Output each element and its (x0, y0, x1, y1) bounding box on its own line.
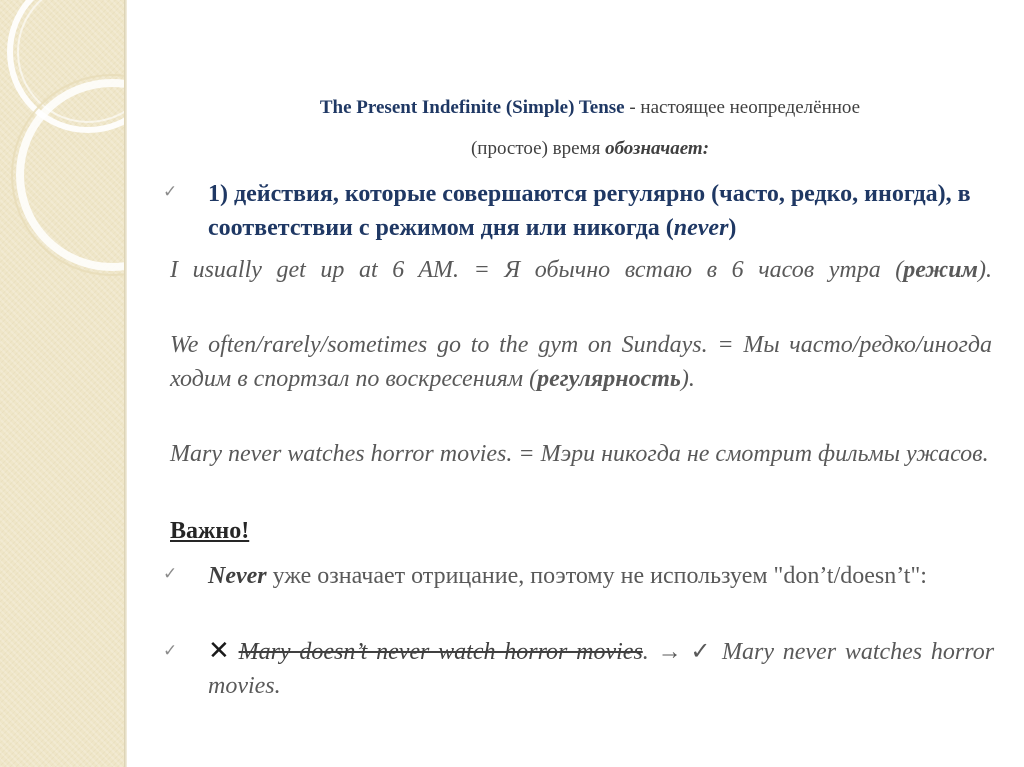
example-3 (170, 437, 992, 471)
wrong-cross-icon: ✕ (208, 636, 230, 666)
example-1-end: ). (978, 257, 992, 283)
checkmark-bullet-icon: ✓ (163, 641, 178, 661)
correct-check-icon: ✓ (690, 637, 714, 665)
rule-1-text: 1) действия, которые совершаются регулярно (часто, редко, иногда), в соответствии с режимом дня или никогда ( (208, 181, 971, 241)
decorative-rings (0, 0, 124, 767)
checkmark-bullet-icon: ✓ (163, 564, 178, 584)
example-2-note: регулярность (537, 366, 681, 392)
important-point-1-text: уже означает отрицание, поэтому не используем "don’t/doesn’t": (266, 563, 927, 589)
title-russian-1: настоящее неопределённое (640, 97, 861, 118)
rule-1-close: ) (728, 215, 737, 241)
checkmark-bullet-icon: ✓ (163, 182, 178, 202)
example-1-note: режим (903, 257, 978, 283)
important-point-1 (208, 559, 994, 593)
arrow-text: . → (642, 639, 691, 665)
slide-title-second-line (130, 137, 1024, 161)
title-dash: - (624, 97, 641, 118)
example-1-sentence: I usually get up at 6 AM. = Я обычно встаю в 6 часов утра ( (170, 257, 904, 283)
title-russian-2: (простое) время (470, 138, 601, 159)
example-2 (170, 328, 992, 396)
important-heading: Важно! (170, 518, 250, 544)
important-point-2 (208, 634, 994, 703)
wrong-sentence: Mary doesn’t never watch horror movies (238, 639, 643, 665)
example-2-sentence: We often/rarely/sometimes go to the gym on Sundays. = Мы часто/редко/иногда ходим в спортзал по воскресениям ( (170, 332, 992, 392)
slide-title (130, 96, 1024, 120)
rule-1-keyword: never (673, 215, 729, 241)
example-1 (170, 253, 992, 287)
title-english: The Present Indefinite (Simple) Tense (319, 97, 625, 118)
correct-sentence: Mary never watches horror movies. (208, 639, 995, 699)
example-3-sentence: Mary never watches horror movies. = Мэри никогда не смотрит фильмы ужасов. (170, 441, 989, 467)
side-panel-edge (124, 0, 127, 767)
example-2-end: ). (680, 366, 695, 392)
rule-1 (208, 177, 994, 245)
never-keyword: Never (208, 563, 267, 589)
decorative-side-panel (0, 0, 124, 767)
title-keyword: обозначает: (605, 138, 710, 159)
